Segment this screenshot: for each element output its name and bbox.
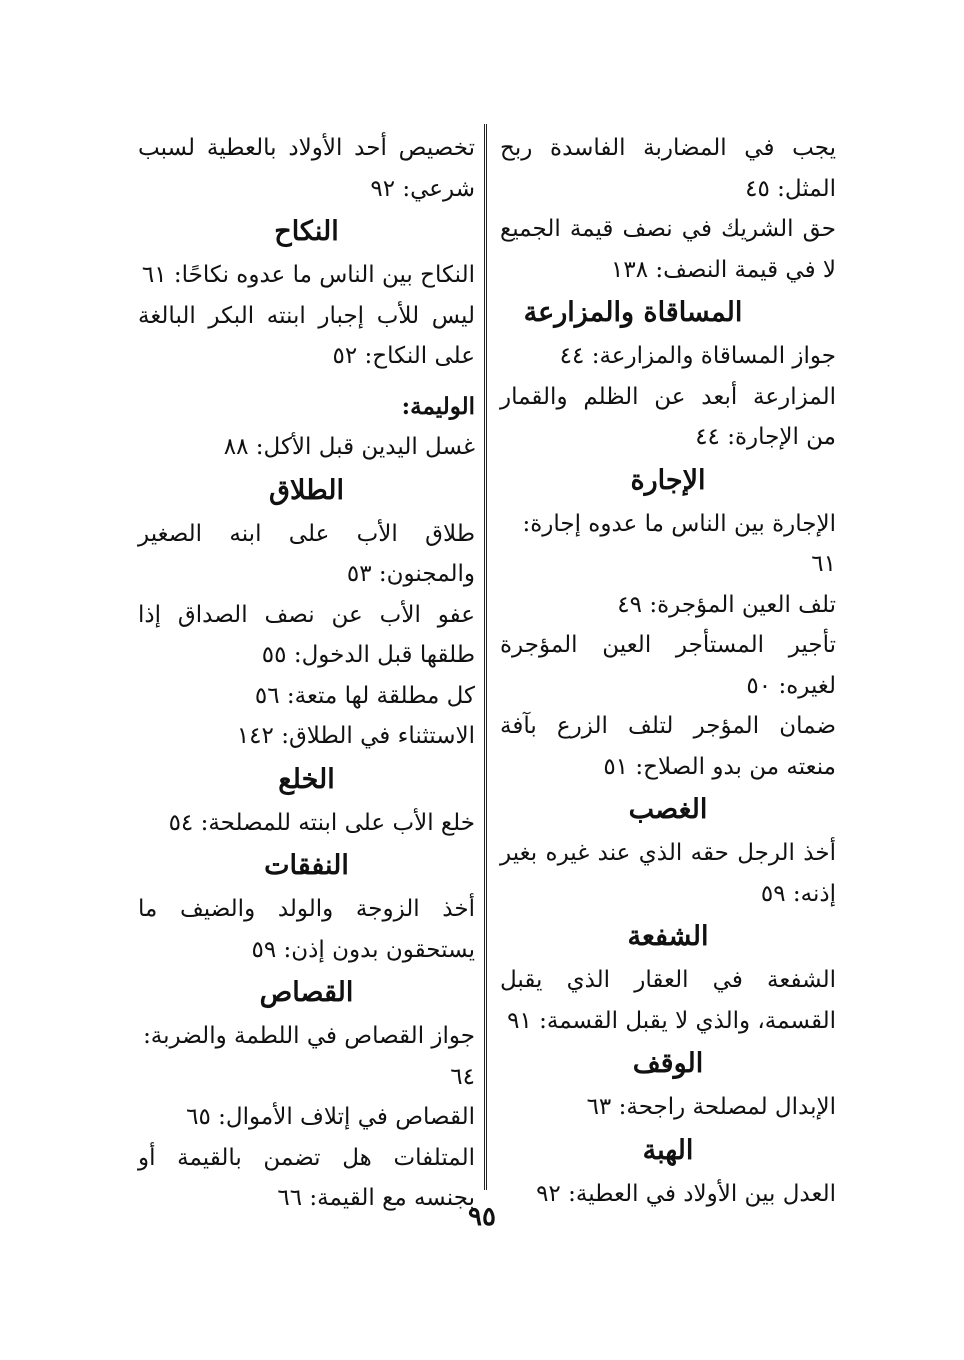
section-heading: الطلاق [269, 474, 344, 506]
index-entry: القصاص في إتلاف الأموال: ٦٥ [186, 1104, 475, 1130]
index-entry: كل مطلقة لها متعة: ٥٦ [254, 682, 475, 709]
section-heading: الهبة [642, 1134, 694, 1166]
index-entry: الإبدال لمصلحة راجحة: ٦٣ [586, 1094, 836, 1120]
index-entry: الإجارة بين الناس ما عدوه إجارة: ٦١ [522, 510, 836, 577]
section-heading: الخلع [278, 763, 335, 795]
index-entry: تأجير المستأجر العين المؤجرة لغيره: ٥٠ [500, 632, 836, 699]
index-entry: تخصيص أحد الأولاد بالعطية لسبب شرعي: ٩٢ [138, 135, 475, 202]
section-heading: الوقف [632, 1048, 704, 1079]
index-entry: ليس للأب إجبار ابنته البكر البالغة على النكاح: ٥٢ [138, 302, 475, 369]
index-entry: تلف العين المؤجرة: ٤٩ [617, 591, 836, 618]
section-heading: الشفعة [627, 921, 709, 952]
index-entry: حق الشريك في نصف قيمة الجميع لا في قيمة النصف: ١٣٨ [500, 216, 836, 283]
index-entry: خلع الأب على ابنته للمصلحة: ٥٤ [168, 809, 475, 836]
index-entry: أخذ الرجل حقه الذي عند غيره بغير إذنه: ٥٩ [500, 840, 836, 907]
page-number: ٩٥ [468, 1202, 496, 1232]
index-column-right [500, 128, 836, 1214]
subsection-label: الوليمة: [401, 392, 475, 420]
index-entry: ضمان المؤجر لتلف الزرع بآفة منعته من بدو الصلاح: ٥١ [500, 713, 836, 780]
index-entry: النكاح بين الناس ما عدوه نكاحًا: ٦١ [141, 262, 475, 288]
section-heading: المساقاة والمزارعة [523, 297, 743, 328]
column-divider [484, 124, 487, 1190]
index-entry: جواز القصاص في اللطمة والضربة: ٦٤ [143, 1023, 475, 1090]
index-entry: المزارعة أبعد عن الظلم والقمار من الإجارة: ٤٤ [500, 383, 836, 450]
index-entry: يجب في المضاربة الفاسدة ربح المثل: ٤٥ [500, 135, 836, 202]
index-entry: غسل اليدين قبل الأكل: ٨٨ [223, 434, 475, 460]
index-entry: الاستثناء في الطلاق: ١٤٢ [236, 723, 475, 749]
section-heading: القصاص [259, 977, 354, 1008]
index-entry: عفو الأب عن نصف الصداق إذا طلقها قبل الدخول: ٥٥ [138, 601, 475, 668]
section-heading: الغصب [628, 794, 708, 825]
section-heading: الإجارة [630, 464, 706, 496]
index-column-left [138, 128, 475, 1219]
index-entry: أخذ الزوجة والولد والضيف ما يستحقون بدون إذن: ٥٩ [138, 896, 475, 963]
section-heading: النكاح [274, 216, 339, 247]
index-entry: العدل بين الأولاد في العطية: ٩٢ [536, 1180, 836, 1207]
section-heading: النفقات [264, 850, 349, 881]
index-entry: طلاق الأب على ابنه الصغير والمجنون: ٥٣ [138, 520, 475, 587]
index-entry: المتلفات هل تضمن بالقيمة أو بجنسه مع القيمة: ٦٦ [138, 1144, 475, 1211]
index-entry: الشفعة في العقار الذي يقبل القسمة، والذي لا يقبل القسمة: ٩١ [500, 967, 836, 1034]
index-entry: جواز المساقاة والمزارعة: ٤٤ [559, 343, 836, 369]
